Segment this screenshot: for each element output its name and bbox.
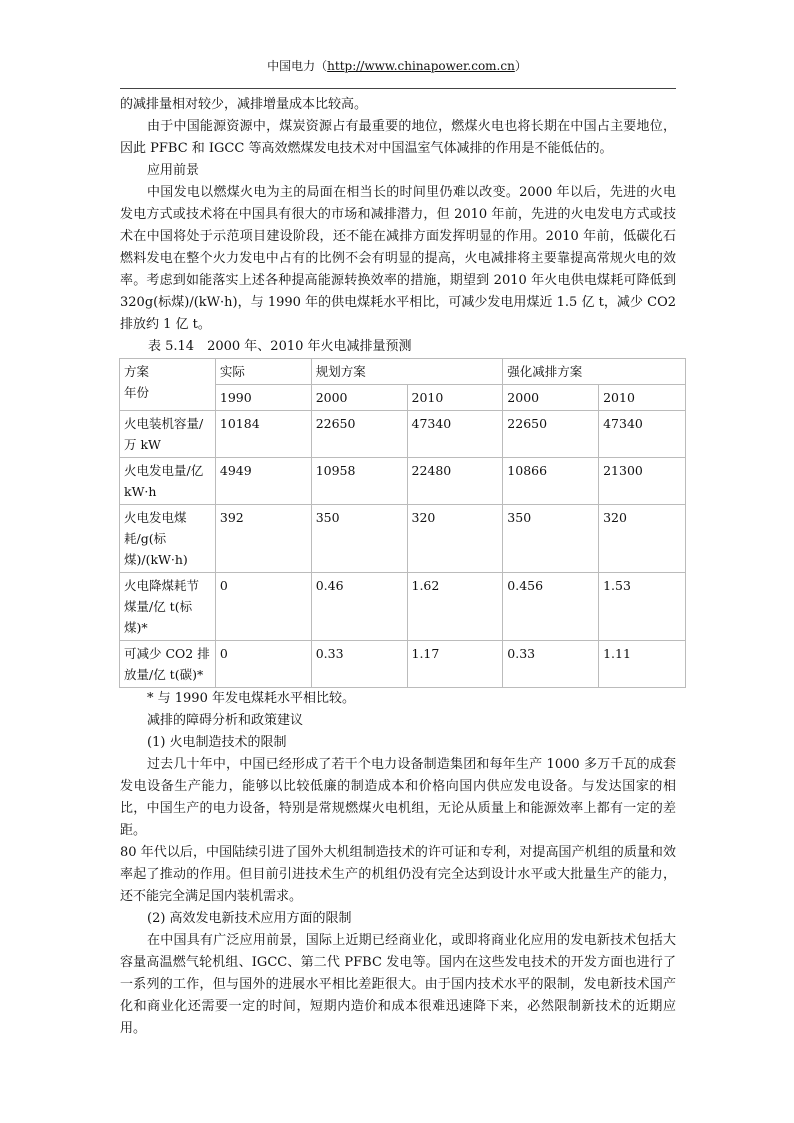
year-cell: 2010 xyxy=(599,385,686,411)
group-enhanced: 强化减排方案 xyxy=(503,359,686,385)
year-cell: 2000 xyxy=(311,385,407,411)
table-cell: 21300 xyxy=(599,458,686,505)
subsection-heading: (1) 火电制造技术的限制 xyxy=(147,735,287,750)
table-cell: 1.11 xyxy=(599,641,686,688)
header-rule xyxy=(120,88,676,89)
subsection-heading: (2) 高效发电新技术应用方面的限制 xyxy=(147,911,352,926)
paragraph: 过去几十年中，中国已经形成了若干个电力设备制造集团和每年生产 1000 多万千瓦的成套发电设备生产能力，能够以比较低廉的制造成本和价格向国内供应发电设备。与发达国家的相比，中国生产的电力设备，特别是常规燃煤火电机组，无论从质量上和能源效率上都有一定的差距。 xyxy=(120,757,676,838)
row-label: 火电发电量/亿 kW·h xyxy=(120,458,216,505)
paragraph: 80 年代以后，中国陆续引进了国外大机组制造技术的许可证和专利，对提高国产机组的质量和效率起了推动的作用。但目前引进技术生产的机组仍没有完全达到设计水平或大批量生产的能力，还不能完全满足国内装机需求。 xyxy=(120,845,676,904)
row-label: 火电装机容量/万 kW xyxy=(120,411,216,458)
table-cell: 0.46 xyxy=(311,573,407,641)
table-cell: 22480 xyxy=(407,458,503,505)
emission-table xyxy=(119,358,686,688)
table-cell: 4949 xyxy=(215,458,311,505)
paragraph: 在中国具有广泛应用前景，国际上近期已经商业化，或即将商业化应用的发电新技术包括大容量高温燃气轮机组、IGCC、第二代 PFBC 发电等。国内在这些发电技术的开发方面也进行了一系列的工作，但与国外的进展水平相比差距很大。由于国内技术水平的限制，发电新技术国产化和商业化还需要一定的时间，短期内造价和成本很难迅速降下来，必然限制新技术的近期应用。 xyxy=(120,933,676,1036)
table-cell: 0.33 xyxy=(311,641,407,688)
paragraph: 中国发电以燃煤火电为主的局面在相当长的时间里仍难以改变。2000 年以后，先进的火电发电方式或技术将在中国具有很大的市场和减排潜力，但 2010 年前，先进的火电发电方式或技术在中国将处于示范项目建设阶段，还不能在减排方面发挥明显的作用。2010 年前，低碳化石燃料发电在整个火力发电中占有的比例不会有明显的提高，火电减排将主要靠提高常规火电的效率。考虑到如能落实上述各种提高能源转换效率的措施，期望到 2010 年火电供电煤耗可降低到 320g(标煤)/(kW·h)，与 1990 年的供电煤耗水平相比，可减少发电用煤近 1.5 亿 t，减少 CO2 排放约 1 亿 t。 xyxy=(120,185,676,332)
table-cell: 10866 xyxy=(503,458,599,505)
table-row xyxy=(120,411,686,458)
table-row xyxy=(120,573,686,641)
page-header xyxy=(0,57,794,74)
row-label: 火电发电煤耗/g(标煤)/(kW·h) xyxy=(120,505,216,573)
table-cell: 47340 xyxy=(599,411,686,458)
year-cell: 1990 xyxy=(215,385,311,411)
table-cell: 0.33 xyxy=(503,641,599,688)
header-close: ） xyxy=(514,59,527,73)
corner-year: 年份 xyxy=(124,385,150,400)
table-caption: 表 5.14 2000 年、2010 年火电减排量预测 xyxy=(148,339,412,354)
table-cell: 350 xyxy=(311,505,407,573)
table-cell: 0 xyxy=(215,641,311,688)
table-cell: 10184 xyxy=(215,411,311,458)
paragraph: 由于中国能源资源中，煤炭资源占有最重要的地位，燃煤火电也将长期在中国占主要地位，因此 PFBC 和 IGCC 等高效燃煤发电技术对中国温室气体减排的作用是不能低估的。 xyxy=(120,119,676,156)
table-footnote: * 与 1990 年发电煤耗水平相比较。 xyxy=(147,691,355,706)
table-cell: 320 xyxy=(407,505,503,573)
table-row xyxy=(120,458,686,505)
paragraph: 的减排量相对较少，减排增量成本比较高。 xyxy=(120,97,368,112)
row-label: 火电降煤耗节煤量/亿 t(标煤)* xyxy=(120,573,216,641)
header-site: 中国电力（ xyxy=(267,59,328,73)
table-cell: 1.53 xyxy=(599,573,686,641)
table-cell: 0.456 xyxy=(503,573,599,641)
table-cell: 350 xyxy=(503,505,599,573)
section-heading: 应用前景 xyxy=(147,163,200,178)
table-cell: 0 xyxy=(215,573,311,641)
table-cell: 47340 xyxy=(407,411,503,458)
table-cell: 22650 xyxy=(503,411,599,458)
table-corner-cell xyxy=(120,359,216,411)
table-cell: 1.17 xyxy=(407,641,503,688)
table-header-row xyxy=(120,359,686,385)
row-label: 可减少 CO2 排放量/亿 t(碳)* xyxy=(120,641,216,688)
group-plan: 规划方案 xyxy=(311,359,503,385)
corner-scheme: 方案 xyxy=(124,364,150,379)
table-cell: 320 xyxy=(599,505,686,573)
table-cell: 10958 xyxy=(311,458,407,505)
table-row xyxy=(120,505,686,573)
table-cell: 392 xyxy=(215,505,311,573)
table-cell: 22650 xyxy=(311,411,407,458)
group-actual: 实际 xyxy=(215,359,311,385)
page-content xyxy=(120,94,676,1040)
table-row xyxy=(120,641,686,688)
header-url-link[interactable]: http://www.chinapower.com.cn xyxy=(327,59,515,73)
section-heading: 减排的障碍分析和政策建议 xyxy=(147,713,304,728)
table-cell: 1.62 xyxy=(407,573,503,641)
year-cell: 2000 xyxy=(503,385,599,411)
year-cell: 2010 xyxy=(407,385,503,411)
